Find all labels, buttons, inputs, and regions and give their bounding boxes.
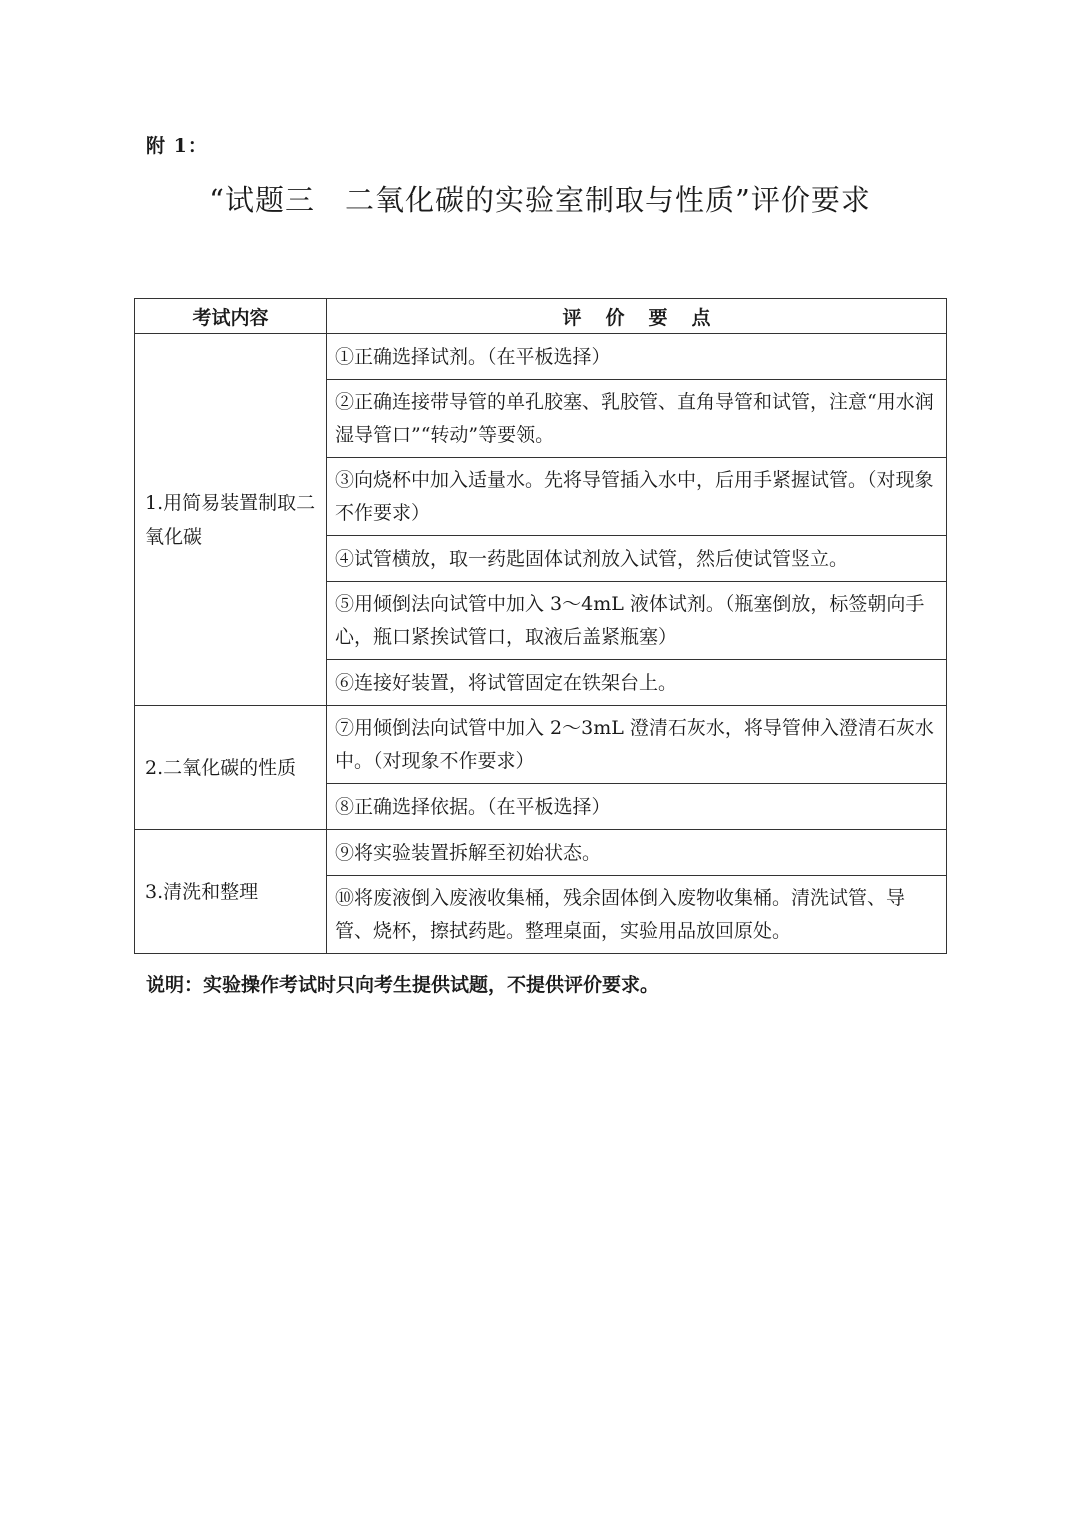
point-9: ⑨将实验装置拆解至初始状态。 <box>327 830 947 876</box>
section-1-content: 1.用简易装置制取二氧化碳 <box>135 334 327 706</box>
point-6: ⑥连接好装置，将试管固定在铁架台上。 <box>327 660 947 706</box>
point-5: ⑤用倾倒法向试管中加入 3～4mL 液体试剂。（瓶塞倒放，标签朝向手心，瓶口紧挨试管口，取液后盖紧瓶塞） <box>327 582 947 660</box>
section-3-content: 3.清洗和整理 <box>135 830 327 954</box>
table-row <box>135 830 947 876</box>
point-1: ①正确选择试剂。（在平板选择） <box>327 334 947 380</box>
table-header-row <box>135 299 947 334</box>
table-row <box>135 706 947 784</box>
point-2: ②正确连接带导管的单孔胶塞、乳胶管、直角导管和试管，注意“用水润湿导管口”“转动”等要领。 <box>327 380 947 458</box>
point-4: ④试管横放，取一药匙固体试剂放入试管，然后使试管竖立。 <box>327 536 947 582</box>
section-2-content: 2.二氧化碳的性质 <box>135 706 327 830</box>
point-3: ③向烧杯中加入适量水。先将导管插入水中，后用手紧握试管。（对现象不作要求） <box>327 458 947 536</box>
header-evaluation-points: 评价要点 <box>327 299 947 334</box>
point-8: ⑧正确选择依据。（在平板选择） <box>327 784 947 830</box>
point-10: ⑩将废液倒入废液收集桶，残余固体倒入废物收集桶。清洗试管、导管、烧杯，擦拭药匙。整理桌面，实验用品放回原处。 <box>327 876 947 954</box>
footnote: 说明：实验操作考试时只向考生提供试题，不提供评价要求。 <box>146 974 660 996</box>
attachment-label: 附 1： <box>146 135 208 157</box>
header-exam-content: 考试内容 <box>135 299 327 334</box>
point-7: ⑦用倾倒法向试管中加入 2～3mL 澄清石灰水，将导管伸入澄清石灰水中。（对现象不作要求） <box>327 706 947 784</box>
table-row <box>135 334 947 380</box>
evaluation-table <box>134 298 947 954</box>
document-title: “试题三 二氧化碳的实验室制取与性质”评价要求 <box>209 183 871 217</box>
